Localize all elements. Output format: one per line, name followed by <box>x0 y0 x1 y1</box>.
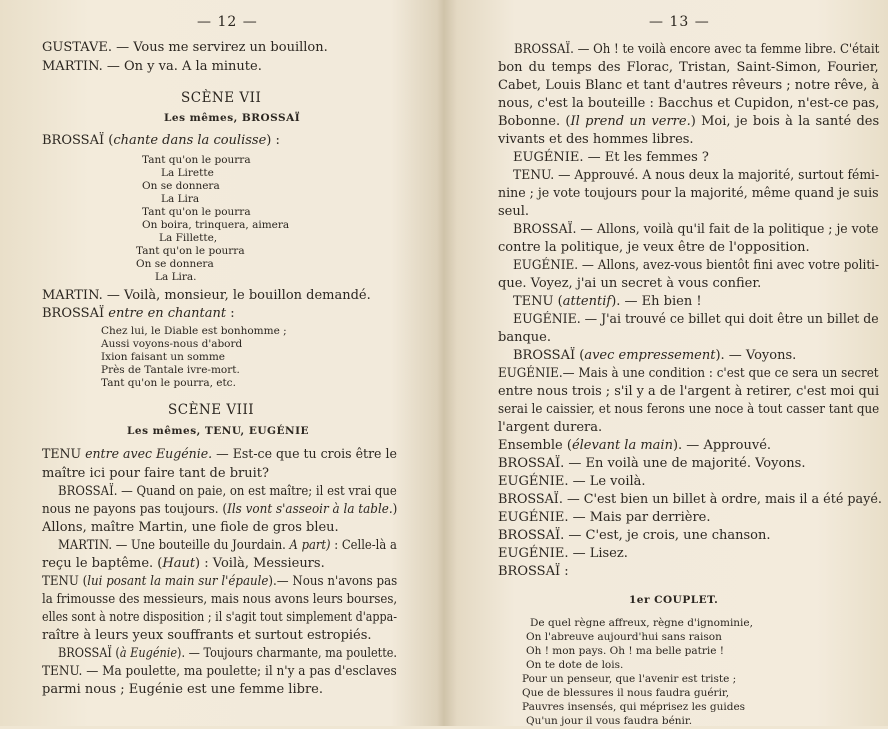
right-text-line-r5: Bobonne. (Il prend un verre.) Moi, je bois à la santé des <box>498 114 880 129</box>
right-text-line-r3: Cabet, Louis Blanc et tant d'autres rêveurs ; notre rêve, à <box>498 78 880 93</box>
left-text-line-p9: la frimousse des messieurs, mais nous avons leurs bourses, <box>42 592 398 607</box>
left-text-line-s9: On se donnera <box>136 258 214 270</box>
right-page <box>444 0 888 726</box>
right-text-line-r20: entre nous trois ; s'il y a de l'argent à retirer, c'est moi qui <box>498 384 880 399</box>
left-text-line-s4: La Lira <box>161 193 200 205</box>
right-text-line-r27: EUGÉNIE. — Mais par derrière. <box>498 510 711 525</box>
right-text-line-v3: Oh ! mon pays. Oh ! ma belle patrie ! <box>526 645 724 657</box>
left-text-line-l-martin1: MARTIN. — On y va. A la minute. <box>42 59 262 74</box>
right-text-line-r23: Ensemble (élevant la main). — Approuvé. <box>498 438 772 453</box>
left-text-line-p10: elles sont à notre disposition ; il s'agit tout simplement d'appa- <box>42 610 398 625</box>
left-text-line-p4: nous ne payons pas toujours. (Ils vont s'asseoir à la table.) <box>42 502 398 517</box>
right-text-line-r17: banque. <box>498 330 551 345</box>
right-text-line-r4: nous, c'est la bouteille : Bacchus et Cupidon, n'est-ce pas, <box>498 96 880 111</box>
left-text-line-c1: Chez lui, le Diable est bonhomme ; <box>101 325 287 337</box>
left-text-line-p3: BROSSAÏ. — Quand on paie, on est maître; il est vrai que <box>58 484 397 499</box>
left-text-line-p8: TENU (lui posant la main sur l'épaule).— Nous n'avons pas <box>42 574 398 589</box>
right-text-line-r1: BROSSAÏ. — Oh ! te voilà encore avec ta femme libre. C'était <box>514 42 880 57</box>
right-text-line-r10: seul. <box>498 204 530 219</box>
left-text-line-c5: Tant qu'on le pourra, etc. <box>101 377 236 389</box>
right-text-line-r28: BROSSAÏ. — C'est, je crois, une chanson. <box>498 528 771 543</box>
left-text-line-p12: BROSSAÏ (à Eugénie). — Toujours charmante, ma poulette. <box>58 646 397 661</box>
right-text-line-r15: TENU (attentif). — Eh bien ! <box>513 294 702 309</box>
left-text-line-s6: On boira, trinquera, aimera <box>142 219 290 231</box>
left-text-line-s3: On se donnera <box>142 180 220 192</box>
left-text-line-l-scene7: SCÈNE VII <box>181 90 262 106</box>
right-text-line-r25: EUGÉNIE. — Le voilà. <box>498 474 646 489</box>
left-text-line-l-brossai-entre: BROSSAÏ entre en chantant : <box>42 306 235 321</box>
right-text-line-r7: EUGÉNIE. — Et les femmes ? <box>513 150 709 165</box>
left-text-line-p13: TENU. — Ma poulette, ma poulette; il n'y a pas d'esclaves <box>42 664 397 679</box>
left-text-line-l-brossai-chante: BROSSAÏ (chante dans la coulisse) : <box>42 133 280 148</box>
right-text-line-r18: BROSSAÏ (avec empressement). — Voyons. <box>513 348 797 363</box>
right-text-line-v2: On l'abreuve aujourd'hui sans raison <box>526 631 722 643</box>
right-text-line-r14: que. Voyez, j'ai un secret à vous confier. <box>498 276 762 291</box>
right-text-line-v1: De quel règne affreux, règne d'ignominie, <box>530 617 753 629</box>
right-text-line-r11: BROSSAÏ. — Allons, voilà qu'il fait de la politique ; je vote <box>513 222 879 237</box>
left-page <box>0 0 444 726</box>
right-text-line-r6: vivants et des hommes libres. <box>498 132 694 147</box>
left-text-line-s2: La Lirette <box>161 167 214 179</box>
right-text-line-r16: EUGÉNIE. — J'ai trouvé ce billet qui doit être un billet de <box>513 312 879 327</box>
left-text-line-s10: La Lira. <box>155 271 197 283</box>
right-text-line-r19: EUGÉNIE.— Mais à une condition : c'est que ce sera un secret <box>498 366 879 381</box>
left-text-line-s7: La Fillette, <box>159 232 218 244</box>
right-text-line-r26: BROSSAÏ. — C'est bien un billet à ordre, mais il a été payé. <box>498 492 882 507</box>
right-text-line-r12: contre la politique, je veux être de l'opposition. <box>498 240 810 255</box>
right-text-line-r21: serai le caissier, et nous ferons une noce à tout casser tant que <box>498 402 880 417</box>
right-text-line-r22: l'argent durera. <box>498 420 603 435</box>
left-text-line-c3: Ixion faisant un somme <box>101 351 226 363</box>
page-number-left: — 12 — <box>197 14 258 30</box>
right-text-line-r29: EUGÉNIE. — Lisez. <box>498 546 628 561</box>
right-text-line-r-couplet: 1er COUPLET. <box>629 594 719 606</box>
page-number-right: — 13 — <box>649 14 710 30</box>
left-text-line-p6: MARTIN. — Une bouteille du Jourdain. A part) : Celle-là a <box>58 538 397 553</box>
right-text-line-v6: Que de blessures il nous faudra guérir, <box>522 687 730 699</box>
left-text-line-l-martin2: MARTIN. — Voilà, monsieur, le bouillon demandé. <box>42 288 371 303</box>
left-text-line-l-scene8: SCÈNE VIII <box>168 402 255 418</box>
right-text-line-r9: nine ; je vote toujours pour la majorité, même quand je suis <box>498 186 879 201</box>
left-text-line-l-gustave: GUSTAVE. — Vous me servirez un bouillon. <box>42 40 328 55</box>
left-text-line-p2: maître ici pour faire tant de bruit? <box>42 466 269 481</box>
left-text-line-l-scene7-sub: Les mêmes, BROSSAÏ <box>164 112 301 124</box>
right-text-line-v4: On te dote de lois. <box>526 659 624 671</box>
left-text-line-c2: Aussi voyons-nous d'abord <box>101 338 243 350</box>
left-text-line-s8: Tant qu'on le pourra <box>136 245 245 257</box>
right-text-line-r30: BROSSAÏ : <box>498 564 569 579</box>
left-text-line-p1: TENU entre avec Eugénie. — Est-ce que tu crois être le <box>42 447 397 462</box>
right-text-line-v5: Pour un penseur, que l'avenir est triste ; <box>522 673 737 685</box>
right-text-line-v8: Qu'un jour il vous faudra bénir. <box>526 715 693 727</box>
right-text-line-v7: Pauvres insensés, qui méprisez les guides <box>522 701 746 713</box>
left-text-line-p14: parmi nous ; Eugénie est une femme libre. <box>42 682 323 697</box>
left-text-line-p11: raître à leurs yeux souffrants et surtout estropiés. <box>42 628 372 643</box>
left-text-line-p5: Allons, maître Martin, une fiole de gros bleu. <box>42 520 339 535</box>
left-text-line-c4: Près de Tantale ivre-mort. <box>101 364 240 376</box>
right-text-line-r2: bon du temps des Florac, Tristan, Saint-Simon, Fourier, <box>498 60 879 75</box>
right-text-line-r13: EUGÉNIE. — Allons, avez-vous bientôt fini avec votre politi- <box>513 258 880 273</box>
right-text-line-r8: TENU. — Approuvé. A nous deux la majorité, surtout fémi- <box>513 168 880 183</box>
left-text-line-l-scene8-sub: Les mêmes, TENU, EUGÉNIE <box>127 425 309 437</box>
right-text-line-r24: BROSSAÏ. — En voilà une de majorité. Voyons. <box>498 456 806 471</box>
left-text-line-s5: Tant qu'on le pourra <box>142 206 251 218</box>
left-text-line-s1: Tant qu'on le pourra <box>142 154 251 166</box>
left-text-line-p7: reçu le baptême. (Haut) : Voilà, Messieurs. <box>42 556 325 571</box>
